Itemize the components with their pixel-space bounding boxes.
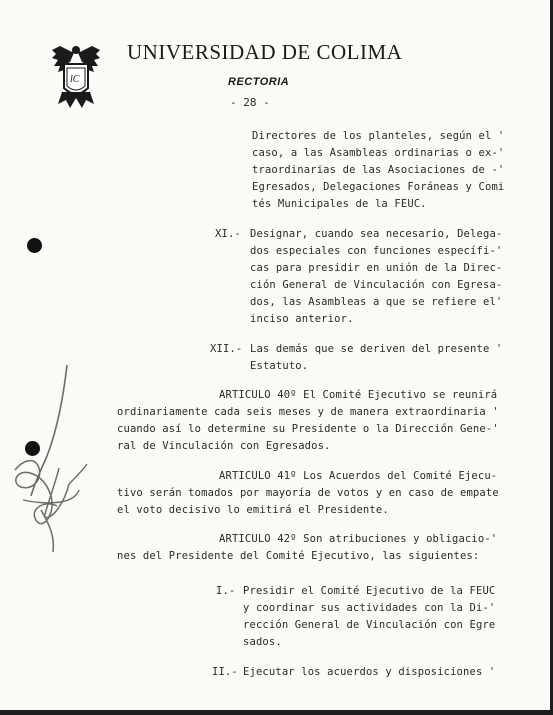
text-line: Designar, cuando sea necesario, Delega- — [250, 228, 503, 240]
punch-hole — [27, 238, 42, 253]
article-line: el voto decisivo lo emitirá el Presidente. — [117, 504, 389, 516]
text-line: Ejecutar los acuerdos y disposiciones ' — [243, 666, 496, 678]
text-line: rección General de Vinculación con Egre — [243, 619, 496, 631]
article-line: ral de Vinculación con Egresados. — [117, 440, 331, 452]
text-line: cas para presidir en unión de la Direc- — [250, 262, 503, 274]
text-line: Presidir el Comité Ejecutivo de la FEUC — [243, 585, 496, 597]
article-line: ARTICULO 41º Los Acuerdos del Comité Ejecu- — [219, 470, 498, 482]
svg-text:lC: lC — [70, 74, 80, 85]
text-line: Directores de los planteles, según el ' — [252, 130, 505, 142]
handwritten-signature — [5, 360, 105, 560]
text-line: dos, las Asambleas a que se refiere el' — [250, 296, 503, 308]
text-line: caso, a las Asambleas ordinarias o ex-' — [252, 147, 505, 159]
text-line: inciso anterior. — [250, 313, 354, 325]
article-line: ARTICULO 40º El Comité Ejecutivo se reunirá — [219, 389, 498, 401]
text-line: Estatuto. — [250, 360, 309, 372]
university-name: UNIVERSIDAD DE COLIMA — [127, 40, 403, 64]
text-line: traordinarias de las Asociaciones de -' — [252, 164, 505, 176]
article-line: cuando así lo determine su Presidente o la Dirección Gene-' — [117, 423, 499, 435]
text-line: Las demás que se deriven del presente ' — [250, 343, 503, 355]
text-line: Egresados, Delegaciones Foráneas y Comi — [252, 181, 505, 193]
text-line: sados. — [243, 636, 282, 648]
office-name: RECTORIA — [228, 76, 290, 88]
text-line: ción General de Vinculación con Egresa- — [250, 279, 503, 291]
university-crest-icon — [50, 42, 102, 110]
page-number: - 28 - — [230, 96, 270, 109]
text-line: dos especiales con funciones específi-' — [250, 245, 503, 257]
item-numeral: XII.- — [210, 343, 243, 355]
article-line: ordinariamente cada seis meses y de manera extraordinaria ' — [117, 406, 499, 418]
text-line: y coordinar sus actividades con la Di-' — [243, 602, 496, 614]
item-numeral: XI.- — [215, 228, 241, 240]
page-border-bottom — [0, 710, 553, 715]
article-line: nes del Presidente del Comité Ejecutivo, las siguientes: — [117, 550, 480, 562]
text-line: tés Municipales de la FEUC. — [252, 198, 427, 210]
item-numeral: II.- — [212, 666, 238, 678]
article-line: ARTICULO 42º Son atribuciones y obligacio-' — [219, 533, 498, 545]
article-line: tivo serán tomados por mayoría de votos y en caso de empate — [117, 487, 499, 499]
item-numeral: I.- — [216, 585, 236, 597]
